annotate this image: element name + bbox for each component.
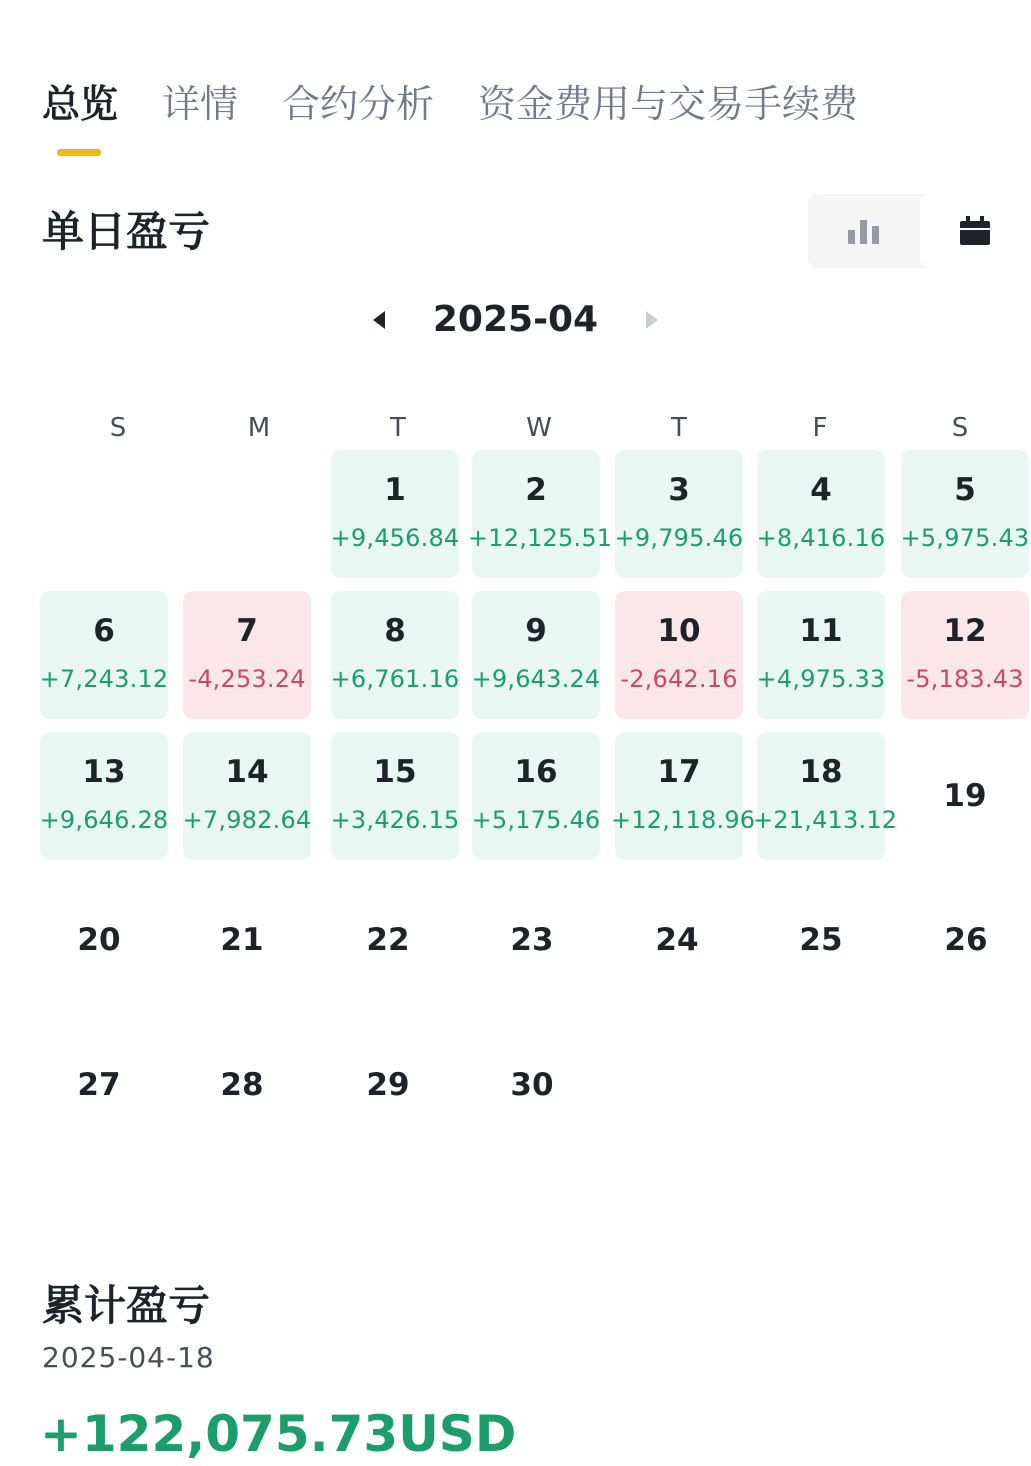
day-number: 1 — [331, 470, 459, 510]
calendar-view-button[interactable] — [920, 194, 1031, 268]
day-number: 9 — [472, 611, 600, 651]
calendar-day[interactable] — [757, 450, 885, 578]
calendar-day[interactable] — [613, 876, 741, 1004]
weekday-tue: T — [338, 406, 458, 450]
day-pnl: +12,125.51 — [468, 520, 604, 556]
day-pnl: +12,118.96 — [611, 802, 747, 838]
day-number: 21 — [178, 920, 306, 960]
day-number: 13 — [40, 752, 168, 792]
day-number: 19 — [901, 776, 1029, 816]
day-number: 28 — [178, 1065, 306, 1105]
current-month: 2025-04 — [433, 292, 598, 348]
day-number: 2 — [472, 470, 600, 510]
day-number: 24 — [613, 920, 741, 960]
day-pnl: +9,646.28 — [36, 802, 172, 838]
weekday-mon: M — [199, 406, 319, 450]
cumulative-pnl-title: 累计盈亏 — [42, 1278, 210, 1334]
day-number: 27 — [35, 1065, 163, 1105]
day-number: 15 — [331, 752, 459, 792]
day-pnl: +8,416.16 — [753, 520, 889, 556]
day-number: 20 — [35, 920, 163, 960]
calendar-day[interactable] — [183, 591, 311, 719]
day-pnl: +9,643.24 — [468, 661, 604, 697]
day-number: 6 — [40, 611, 168, 651]
calendar-day[interactable] — [40, 591, 168, 719]
day-number: 12 — [901, 611, 1029, 651]
day-number: 8 — [331, 611, 459, 651]
calendar-day[interactable] — [901, 591, 1029, 719]
calendar-day[interactable] — [35, 876, 163, 1004]
calendar-day[interactable] — [331, 591, 459, 719]
calendar-day[interactable] — [757, 591, 885, 719]
day-number: 29 — [324, 1065, 452, 1105]
calendar-day[interactable] — [472, 591, 600, 719]
day-pnl: +9,456.84 — [327, 520, 463, 556]
calendar-day[interactable] — [40, 732, 168, 860]
day-pnl: +4,975.33 — [753, 661, 889, 697]
calendar-day[interactable] — [468, 1021, 596, 1149]
day-pnl: +6,761.16 — [327, 661, 463, 697]
day-number: 18 — [757, 752, 885, 792]
caret-right-icon — [645, 310, 659, 330]
prev-month-button[interactable] — [369, 292, 389, 348]
day-number: 26 — [902, 920, 1030, 960]
calendar-day[interactable] — [472, 450, 600, 578]
day-pnl: +5,975.43 — [897, 520, 1031, 556]
calendar-day[interactable] — [757, 876, 885, 1004]
daily-pnl-title: 单日盈亏 — [42, 204, 210, 260]
calendar-day[interactable] — [757, 732, 885, 860]
view-toggle — [808, 194, 1031, 268]
calendar-day[interactable] — [178, 1021, 306, 1149]
calendar-day[interactable] — [178, 876, 306, 1004]
weekday-header — [0, 406, 1031, 450]
day-number: 4 — [757, 470, 885, 510]
cumulative-pnl-date: 2025-04-18 — [42, 1338, 215, 1378]
day-pnl: +7,982.64 — [179, 802, 315, 838]
day-number: 25 — [757, 920, 885, 960]
next-month-button[interactable] — [642, 292, 662, 348]
bar-chart-view-button[interactable] — [808, 194, 920, 268]
tab-contract-analysis[interactable]: 合约分析 — [282, 78, 434, 130]
calendar-day[interactable] — [615, 732, 743, 860]
day-number: 17 — [615, 752, 743, 792]
calendar-day[interactable] — [331, 450, 459, 578]
tab-funding-and-fees[interactable]: 资金费用与交易手续费 — [478, 78, 858, 130]
cumulative-pnl-value: +122,075.73USD — [40, 1402, 516, 1466]
calendar-day[interactable] — [472, 732, 600, 860]
tab-details[interactable]: 详情 — [162, 78, 238, 130]
calendar-day[interactable] — [615, 591, 743, 719]
month-navigation — [0, 292, 1031, 348]
weekday-wed: W — [479, 406, 599, 450]
calendar-day[interactable] — [35, 1021, 163, 1149]
day-number: 30 — [468, 1065, 596, 1105]
weekday-sat: S — [900, 406, 1020, 450]
calendar-day[interactable] — [331, 732, 459, 860]
day-pnl: +3,426.15 — [327, 802, 463, 838]
calendar-day[interactable] — [324, 876, 452, 1004]
weekday-thu: T — [619, 406, 739, 450]
day-number: 23 — [468, 920, 596, 960]
calendar-day[interactable] — [468, 876, 596, 1004]
day-number: 5 — [901, 470, 1029, 510]
calendar-day[interactable] — [902, 876, 1030, 1004]
tab-bar — [42, 78, 858, 130]
day-pnl: +9,795.46 — [611, 520, 747, 556]
tab-overview[interactable]: 总览 — [42, 78, 118, 130]
calendar-day[interactable] — [183, 732, 311, 860]
day-number: 11 — [757, 611, 885, 651]
calendar-day[interactable] — [901, 732, 1029, 860]
day-number: 14 — [183, 752, 311, 792]
calendar-day[interactable] — [615, 450, 743, 578]
day-pnl: -5,183.43 — [897, 661, 1031, 697]
bar-chart-icon — [846, 216, 882, 246]
calendar-day[interactable] — [901, 450, 1029, 578]
day-pnl: +7,243.12 — [36, 661, 172, 697]
day-pnl: -4,253.24 — [179, 661, 315, 697]
day-number: 10 — [615, 611, 743, 651]
day-number: 22 — [324, 920, 452, 960]
day-pnl: -2,642.16 — [611, 661, 747, 697]
day-pnl: +21,413.12 — [753, 802, 889, 838]
calendar-icon — [959, 216, 991, 246]
active-tab-indicator — [57, 149, 101, 156]
weekday-fri: F — [760, 406, 880, 450]
day-pnl: +5,175.46 — [468, 802, 604, 838]
weekday-sun: S — [58, 406, 178, 450]
day-number: 7 — [183, 611, 311, 651]
caret-left-icon — [372, 310, 386, 330]
day-number: 3 — [615, 470, 743, 510]
day-number: 16 — [472, 752, 600, 792]
calendar-day[interactable] — [324, 1021, 452, 1149]
